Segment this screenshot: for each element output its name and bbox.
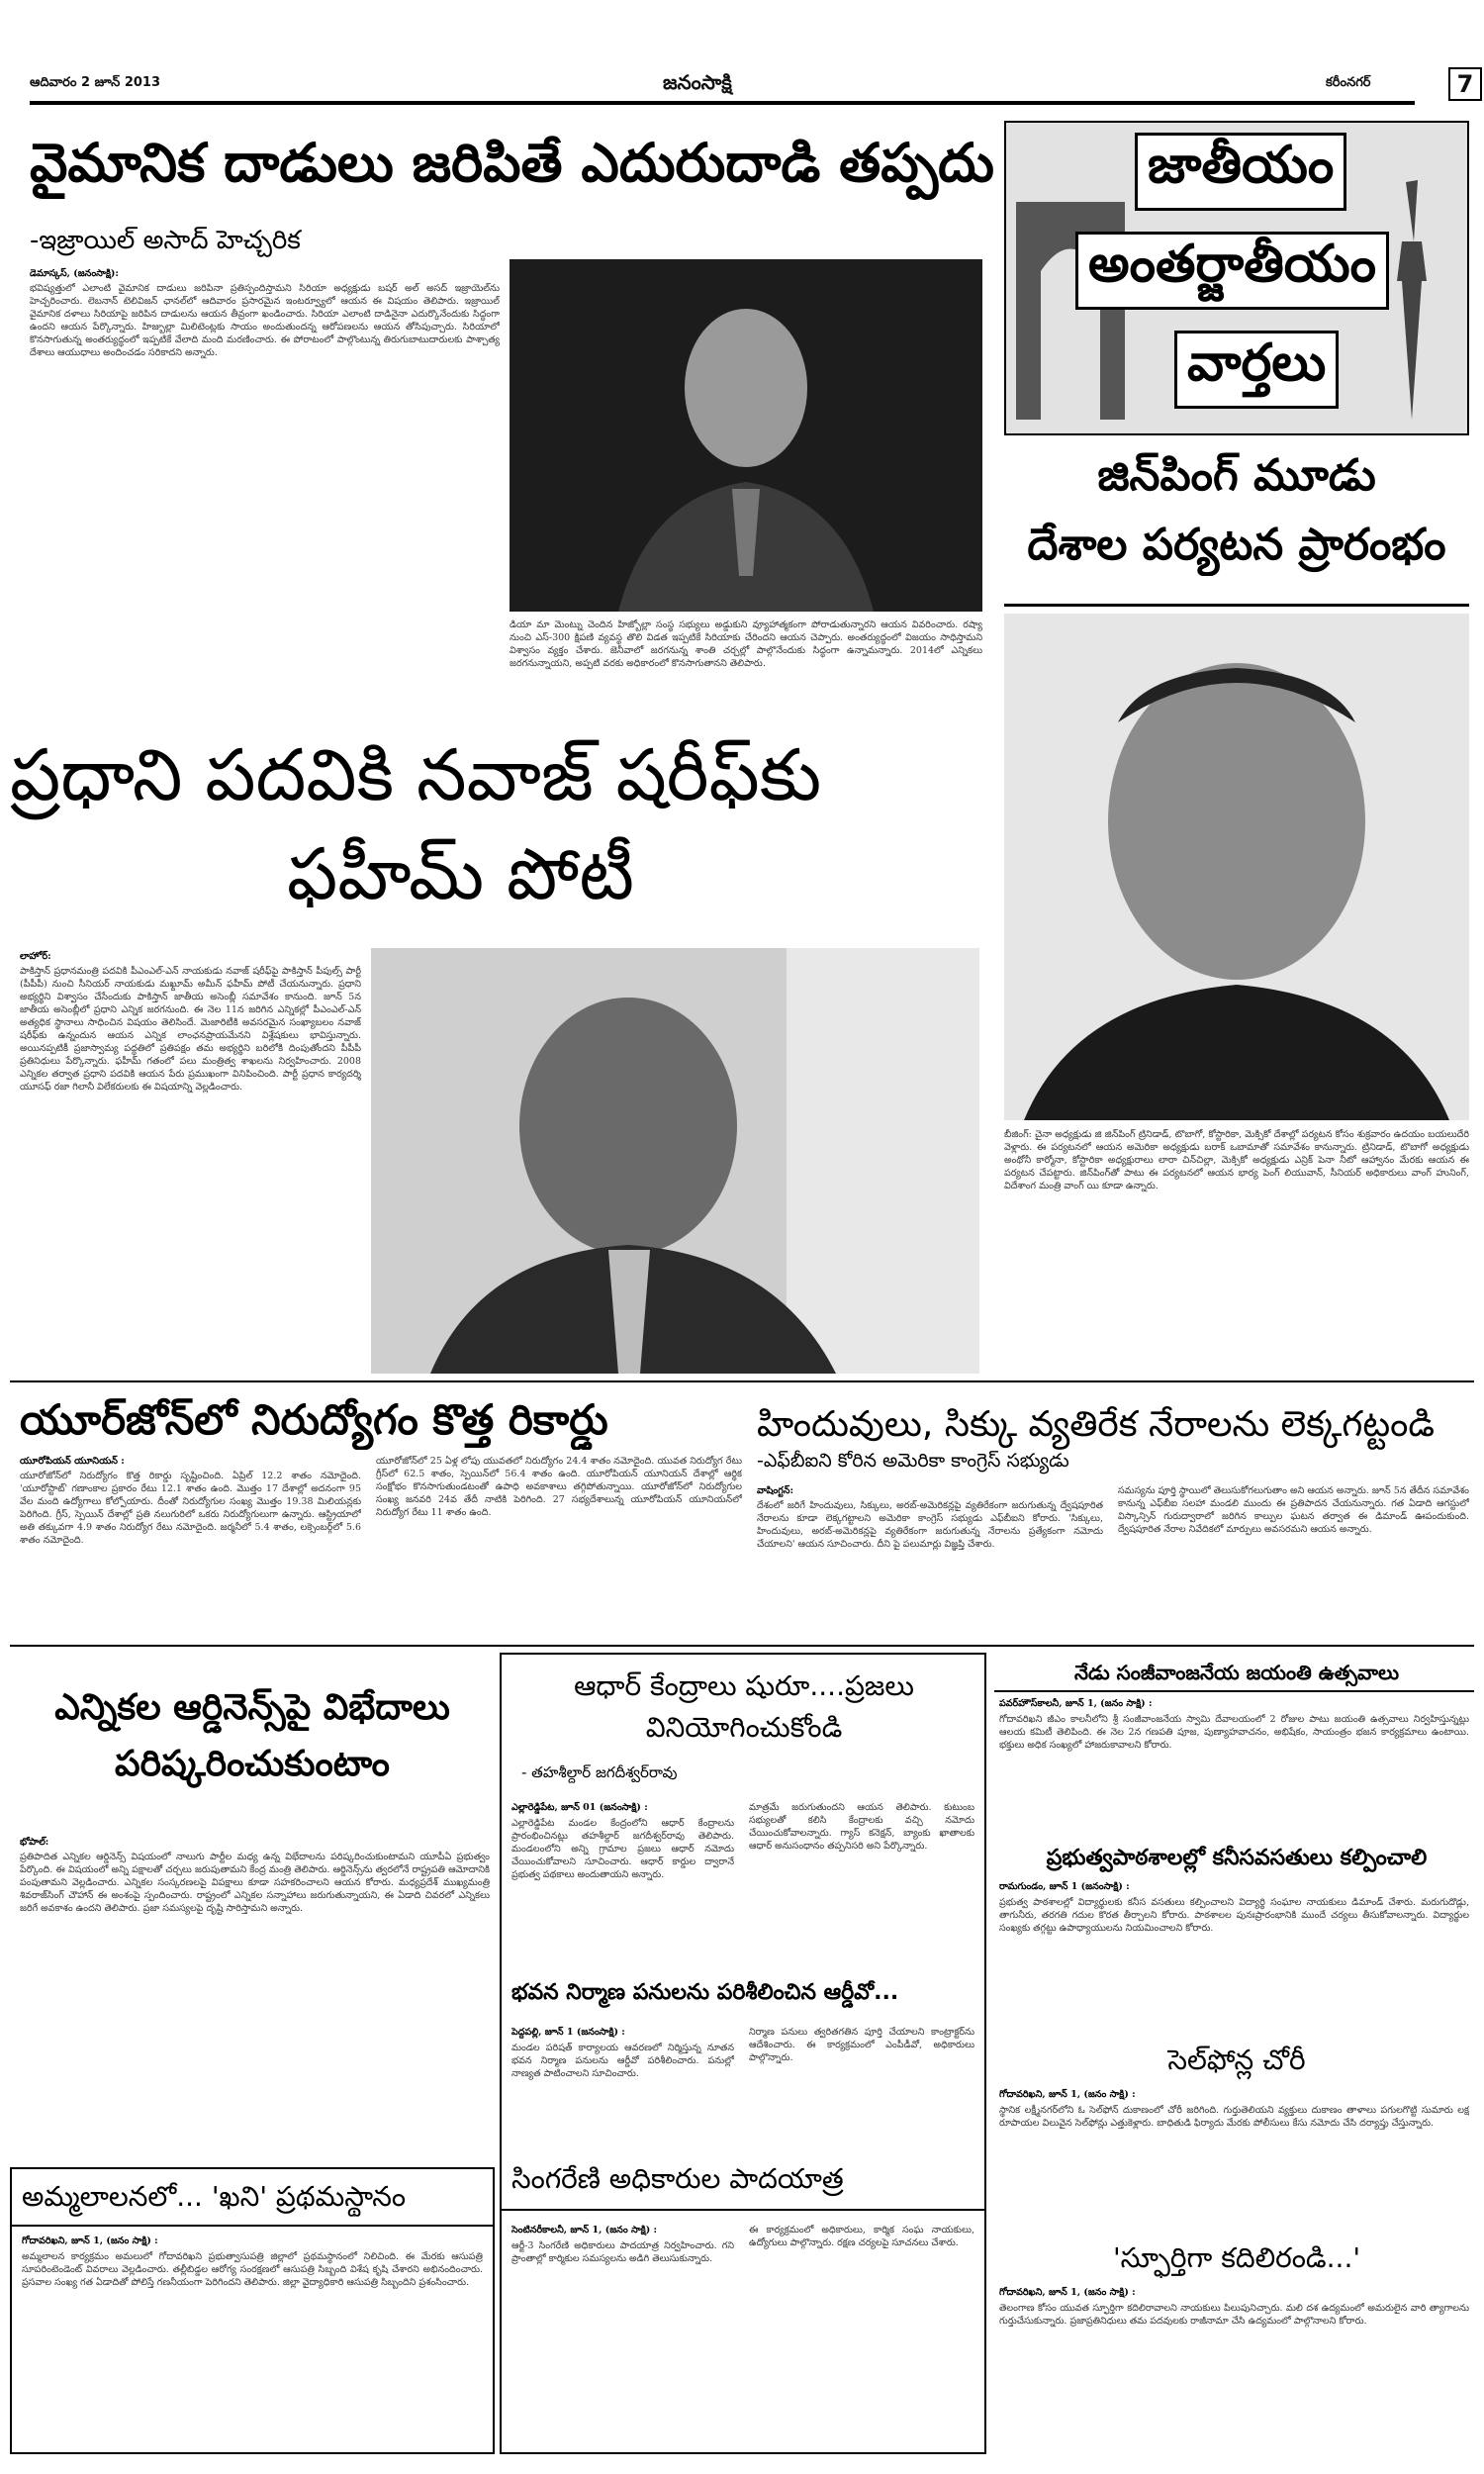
hindus-body-col1: దేశంలో జరిగే హిందువులు, సిక్కులు, అరబ్-అమెరికన్లపై వ్యతిరేకంగా జరుగుతున్న ద్వేషపూరిత నేరాలను కూడా లెక్కగట్టాలని అమెరికా కాంగ్రెస్ సభ్యుడు ఎఫ్‌బీఐని కోరారు. 'సిక్కులు, హిందువులు, అరబ్-అమెరికన్లపై వ్యతిరేకంగా జరుగుతున్న నేరాలను ప్రత్యేకంగా నమోదు చేయాలని' ఆయన సూచించారు. దీని పై పలుమార్లు విజ్ఞప్తి చేశారు. (757, 1500, 1103, 1550)
rdo-headline: భవన నిర్మాణ పనులను పరిశీలించిన ఆర్డీవో... (511, 1980, 899, 2005)
eurozone-dateline: యూరోపియన్ యూనియన్ : (20, 1456, 125, 1467)
mothers-box (10, 2167, 495, 2454)
schools-headline: ప్రభుత్వపాఠశాలల్లో కనీసవసతులు కల్పించాలి (1046, 1846, 1428, 1870)
jinping-photo (1004, 614, 1469, 1120)
cellphone-body: స్థానిక లక్ష్మీనగర్‌లోని ఓ సెల్‌ఫోన్ దుకాణంలో చోరీ జరిగింది. గుర్తుతెలియని వ్యక్తులు దుకాణం తాళాలు పగులగొట్టి సుమారు లక్ష రూపాయల విలువైన సెల్‌ఫోన్లు ఎత్తుకెళ్లారు. బాధితుడి ఫిర్యాదు మేరకు పోలీసులు కేసు నమోదు చేసి దర్యాప్తు చేస్తున్నారు. (999, 2105, 1469, 2129)
jinping-headline-line1: జిన్‌పింగ్ మూడు (1097, 450, 1376, 501)
inspire-headline: 'స్ఫూర్తిగా కదిలిరండి...' (1112, 2241, 1361, 2274)
section-banner (1004, 121, 1469, 435)
inspire-body: తెలంగాణ కోసం యువత స్ఫూర్తిగా కదిలిరావాలని నాయకులు పిలుపునిచ్చారు. మలి దశ ఉద్యమంలో అమరులైన వారి త్యాగాలను గుర్తుచేసుకున్నారు. ప్రజాప్రతినిధులు తమ పదవులకు రాజీనామా చేసి ఉద్యమంలో పాల్గొనాలని కోరారు. (999, 2303, 1469, 2327)
inspire-dateline: గోదావరిఖని, జూన్ 1, (జనం సాక్షి) : (999, 2287, 1136, 2298)
jinping-body: బీజింగ్: చైనా అధ్యక్షుడు జి జిన్‌పింగ్ ట్రినిడాడ్, టొబాగో, కోస్టారికా, మెక్సికో దేశాల్లో పర్యటన కోసం శుక్రవారం ఉదయం బయలుదేరి వెళ్లారు. ఈ పర్యటనలో ఆయన అమెరికా అధ్యక్షుడు బరాక్ ఒబామాతో సమావేశం కానున్నారు. ట్రినిడాడ్, టొబాగో అధ్యక్షుడు అంథోనీ కార్మోనా, కోస్టారికా అధ్యక్షురాలు లారా చిన్‌చిల్లా, మెక్సికో అధ్యక్షుడు ఎన్రిక్ పెనా నీటో ఆహ్వానం మేరకు ఆయన ఈ పర్యటన చేపట్టారు. జిన్‌పింగ్‌తో పాటు ఈ పర్యటనలో ఆయన భార్య పెంగ్ లియువాన్, సీనియర్ అధికారులు వాంగ్ హునింగ్, విదేశాంగ మంత్రి వాంగ్ యి కూడా ఉన్నారు. (1004, 1129, 1469, 1191)
local-news-box (500, 1653, 986, 2454)
mothers-headline: అమ్మలాలనలో... 'ఖని' ప్రథమస్థానం (22, 2180, 407, 2213)
page-number: 7 (1448, 67, 1482, 101)
rdo-dateline: పెద్దపల్లి, జూన్ 1 (జనంసాక్షి) : (511, 2027, 625, 2038)
hindus-body-col2: సమస్యను పూర్తి స్థాయిలో తెలుసుకోగలుగుతాం అని ఆయన అన్నారు. జూన్ 5న తేదీన సమావేశం కానున్న ఎఫ్‌బీఐ సలహా మండలి ముందు ఈ ప్రతిపాదన చేయనున్నారు. గత ఏడాది ఆగస్టులో విస్కాన్సిన్ గురుద్వారాలో జరిగిన కాల్పుల ఘటన తర్వాత ఈ డిమాండ్ ఊపందుకుంది. ద్వేషపూరిత నేరాల నివేదికలో మార్పులు అవసరమని ఆయన అన్నారు. (1118, 1485, 1469, 1535)
aadhaar-dateline: ఎల్లారెడ్డిపేట, జూన్ 01 (జనంసాక్షి) : (511, 1802, 648, 1813)
singareni-dateline: సెంటినరీకాలనీ, జూన్ 1, (జనం సాక్షి) : (511, 2225, 658, 2236)
hindus-headline: హిందువులు, సిక్కు వ్యతిరేక నేరాలను లెక్కగట్టండి (757, 1404, 1436, 1445)
sharif-headline-line1: ప్రధాని పదవికి నవాజ్ షరీఫ్‌కు (10, 733, 822, 816)
syria-body-col2-visible: డియా మా మెంట్ను చెందిన హిజ్బోల్లా సంస్థ సభ్యులు అడ్డుకుని వ్యూహాత్మకంగా పోరాడుతున్నారని ఆయన వివరించారు. రష్యా నుంచి ఎస్-300 క్షిపణి వ్యవస్థ తొలి విడత ఇప్పటికే సిరియాకు చేరిందని ఆయన చెప్పారు. అంతర్యుద్ధంలో విజయం సాధిస్తామని విశ్వాసం వ్యక్తం చేశారు. జెనీవాలో జరగనున్న శాంతి చర్చల్లో పాల్గొనేందుకు సిద్ధంగా ఉన్నామన్నారు. 2014లో ఎన్నికలు జరగనున్నాయని, అప్పటి వరకు అధికారంలో కొనసాగుతానని తెలిపారు. (510, 619, 982, 669)
mothers-body: అమ్మలాలన కార్యక్రమం అమలులో గోదావరిఖని ప్రభుత్వాసుపత్రి జిల్లాలో ప్రథమస్థానంలో నిలిచింది. ఈ మేరకు ఆసుపత్రి సూపరింటెండెంట్ వివరాలు వెల్లడించారు. తల్లీబిడ్డల ఆరోగ్య సంరక్షణలో ఆసుపత్రి సిబ్బంది విశేష కృషి చేశారని అభినందించారు. ప్రసవాల సంఖ్య గత ఏడాదితో పోలిస్తే గణనీయంగా పెరిగిందని తెలిపారు. జిల్లా వైద్యాధికారి ఆసుపత్రి సిబ్బందిని ప్రశంసించారు. (22, 2251, 483, 2288)
ordinance-headline-line2: పరిష్కరించుకుంటాం (115, 1744, 390, 1784)
banner-line1: జాతీయం (1135, 133, 1346, 211)
hanuman-headline: నేడు సంజీవాంజనేయ జయంతి ఉత్సవాలు (1073, 1661, 1400, 1684)
masthead-edition: కరీంనగర్ (1326, 75, 1371, 90)
cellphone-dateline: గోదావరిఖని, జూన్ 1, (జనం సాక్షి) : (999, 2089, 1136, 2100)
mothers-rule (12, 2225, 493, 2227)
rdo-body-col2: నిర్మాణ పనులు త్వరితగతిన పూర్తి చేయాలని కాంట్రాక్టర్‌ను ఆదేశించారు. ఈ కార్యక్రమంలో ఎంపీడీవో, అధికారులు పాల్గొన్నారు. (749, 2027, 974, 2063)
cellphone-headline: సెల్‌ఫోన్ల చోరీ (1167, 2044, 1306, 2076)
hindus-subhead: -ఎఫ్‌బీఐని కోరిన అమెరికా కాంగ్రెస్ సభ్యుడు (757, 1450, 1069, 1472)
sharif-headline-line2: ఫహీమ్ పోటీ (287, 832, 634, 915)
eurozone-body-col2: యూరోజోన్‌లో 25 ఏళ్ల లోపు యువతలో నిరుద్యోగం 24.4 శాతం నమోదైంది. యువత నిరుద్యోగ రేటు గ్రీస్‌లో 62.5 శాతం, స్పెయిన్‌లో 56.4 శాతం ఉంది. యూరోపియన్ యూనియన్ దేశాల్లో ఆర్థిక సంక్షోభం కొనసాగుతుండటంతో ఉపాధి అవకాశాలు తగ్గిపోతున్నాయి. యూరోజోన్‌లో నిరుద్యోగుల సంఖ్య జనవరి 24వ తేదీ నాటికి పెరిగింది. 27 సభ్యదేశాలున్న యూరోపియన్ యూనియన్‌లో నిరుద్యోగ రేటు 11 శాతం ఉంది. (376, 1456, 742, 1518)
eurozone-headline: యూర్‌జోన్‌లో నిరుద్యోగం కొత్త రికార్డు (20, 1395, 608, 1444)
aadhaar-headline-line2: వినియోగించుకోండి (645, 1711, 843, 1744)
schools-body: ప్రభుత్వ పాఠశాలల్లో విద్యార్థులకు కనీస వసతులు కల్పించాలని విద్యార్థి సంఘాల నాయకులు డిమాండ్ చేశారు. మరుగుదొడ్లు, తాగునీరు, తరగతి గదుల కొరత తీర్చాలని కోరారు. పాఠశాలల పునఃప్రారంభానికి ముందే చర్యలు తీసుకోవాలన్నారు. విద్యార్థుల సంఖ్యకు తగ్గట్టు ఉపాధ్యాయులను నియమించాలని కోరారు. (999, 1897, 1469, 1934)
banner-line3: వార్తలు (1174, 331, 1339, 409)
assad-portrait-illustration (510, 259, 982, 612)
ordinance-headline-line1: ఎన్నికల ఆర్డినెన్స్‌పై విభేదాలు (54, 1687, 450, 1728)
singareni-body-col2: ఈ కార్యక్రమంలో అధికారులు, కార్మిక సంఘ నాయకులు, ఉద్యోగులు పాల్గొన్నారు. రక్షణ చర్యలపై సూచనలు చేశారు. (749, 2225, 974, 2248)
hanuman-rule (994, 1690, 1474, 1692)
syria-subhead: -ఇజ్రాయిల్ అసాద్ హెచ్చరిక (30, 226, 301, 255)
jinping-headline-line2: దేశాల పర్యటన ప్రారంభం (1027, 520, 1446, 570)
row-rule-2 (10, 1645, 1474, 1647)
singareni-rule (502, 2209, 984, 2211)
aadhaar-body-col1: ఎల్లారెడ్డిపేట మండల కేంద్రంలోని ఆధార్ కేంద్రాలను ప్రారంభించినట్లు తహశీల్దార్ జగదీశ్వర్‌రావు తెలిపారు. మండలంలోని అన్ని గ్రామాల ప్రజలు ఆధార్ నమోదు చేయించుకోవాలని సూచించారు. ఆధార్ కార్డుల ద్వారానే ప్రభుత్వ పథకాలు అందుతాయని అన్నారు. (511, 1818, 734, 1880)
banner-line2: అంతర్జాతీయం (1075, 232, 1389, 310)
mothers-dateline: గోదావరిఖని, జూన్ 1, (జనం సాక్షి) : (22, 2236, 158, 2246)
assad-photo (510, 259, 982, 612)
sharif-portrait-illustration (371, 948, 979, 1374)
masthead-rule (30, 101, 1415, 105)
ordinance-dateline: భోపాల్: (20, 1837, 49, 1848)
ordinance-body: ప్రతిపాదిత ఎన్నికల ఆర్డినెన్స్ విషయంలో నాలుగు పార్టీల మధ్య ఉన్న విభేదాలను పరిష్కరించుకుంటామని యూపీఏ ప్రభుత్వం పేర్కొంది. ఈ విషయంలో అన్ని పక్షాలతో చర్చలు జరుపుతామని కేంద్ర మంత్రి తెలిపారు. ఆర్డినెన్స్‌ను త్వరలోనే రాష్ట్రపతి ఆమోదానికి పంపుతామని వెల్లడించారు. ఎన్నికల సంస్కరణలపై విపక్షాలు కూడా సహకరించాలని ఆయన కోరారు. మధ్యప్రదేశ్ ముఖ్యమంత్రి శివరాజ్‌సింగ్ చౌహాన్ ఈ అంశంపై స్పందించారు. రాష్ట్రంలో ఎన్నికల సన్నాహాలు జరుగుతున్నాయని, ఈ ఏడాది చివరలో ఎన్నికలు జరిగే అవకాశం ఉందని తెలిపారు. ప్రజా సమస్యలపై దృష్టి సారిస్తామని అన్నారు. (20, 1852, 490, 1914)
jinping-rule (1004, 604, 1469, 607)
rdo-body-col1: మండల పరిషత్ కార్యాలయ ఆవరణలో నిర్మిస్తున్న నూతన భవన నిర్మాణ పనులను ఆర్డీవో పరిశీలించారు. పనుల్లో నాణ్యత పాటించాలని సూచించారు. (511, 2043, 734, 2079)
hanuman-body: గోదావరిఖని జీఎం కాలనీలోని శ్రీ సంజీవాంజనేయ స్వామి దేవాలయంలో 2 రోజుల పాటు జయంతి ఉత్సవాలు నిర్వహిస్తున్నట్లు ఆలయ కమిటీ తెలిపింది. ఈ నెల 2న గణపతి పూజ, పుణ్యాహవాచనం, అభిషేకం, సాయంత్రం భజన కార్యక్రమాలు ఉంటాయి. భక్తులు అధిక సంఖ్యలో హాజరుకావాలని కోరారు. (999, 1714, 1469, 1751)
singareni-headline: సింగరేణి అధికారుల పాదయాత్ర (511, 2162, 844, 2195)
schools-dateline: రామగుండం, జూన్ 1 (జనంసాక్షి) : (999, 1881, 1130, 1892)
hindus-dateline: వాషింగ్టన్: (757, 1485, 793, 1496)
sharif-photo (371, 948, 979, 1374)
sharif-dateline: లాహోర్: (20, 951, 51, 962)
hanuman-dateline: పవర్‌హౌస్‌కాలనీ, జూన్ 1, (జనం సాక్షి) : (999, 1698, 1153, 1709)
syria-dateline: డెమాస్కస్, (జనంసాక్షి): (30, 268, 119, 279)
syria-body-col1: భవిష్యత్తులో ఎలాంటి వైమానిక దాడులు జరిపినా ప్రతిస్పందిస్తామని సిరియా అధ్యక్షుడు బషర్ అల్ అసద్ ఇజ్రాయెల్‌ను హెచ్చరించారు. లెబనాన్ టెలివిజన్ ఛానల్‌లో ఆదివారం ప్రసారమైన ఇంటర్వ్యూలో ఆయన ఈ విషయం తెలిపారు. ఇజ్రాయిల్ వైమానిక దళాలు సిరియాపై జరిపిన దాడులను ఆయన తీవ్రంగా ఖండించారు. సిరియా ఎలాంటి దాడినైనా ఎదుర్కొనేందుకు సిద్ధంగా ఉందని ఆయన పేర్కొన్నారు. హిజ్బుల్లా మిలిటెంట్లకు సాయం అందుతుందన్న ఆరోపణలను ఆయన తోసిపుచ్చారు. సిరియాలో కొనసాగుతున్న అంతర్యుద్ధంలో ఇప్పటికే వేలాది మంది మరణించారు. ఈ పోరాటంలో పాల్గొంటున్న తిరుగుబాటుదారులకు పాశ్చాత్య దేశాలు ఆయుధాలు అందించడం సరికాదని అన్నారు. (30, 283, 500, 358)
jinping-portrait-illustration (1004, 614, 1469, 1120)
syria-headline: వైమానిక దాడులు జరిపితే ఎదురుదాడి తప్పదు (30, 132, 994, 194)
aadhaar-headline-line1: ఆధార్ కేంద్రాలు షురూ....ప్రజలు (574, 1669, 914, 1702)
masthead-paper-name: జనంసాక్షి (663, 70, 732, 94)
masthead-date: ఆదివారం 2 జూన్ 2013 (30, 75, 161, 90)
singareni-body-col1: ఆర్జీ-3 సింగరేణి అధికారులు పాదయాత్ర నిర్వహించారు. గని ప్రాంతాల్లో కార్మికుల సమస్యలను అడిగి తెలుసుకున్నారు. (511, 2240, 734, 2264)
aadhaar-body-col2: మాత్రమే జరుగుతుందని ఆయన తెలిపారు. కుటుంబ సభ్యులతో కలిసి కేంద్రాలకు వచ్చి నమోదు చేయించుకోవాలన్నారు. గ్యాస్ కనెక్షన్, బ్యాంకు ఖాతాలకు ఆధార్ అనుసంధానం తప్పనిసరి అని పేర్కొన్నారు. (749, 1802, 974, 1852)
row-rule-1 (10, 1380, 1474, 1382)
eurozone-body-col1: యూరోజోన్‌లో నిరుద్యోగం కొత్త రికార్డు సృష్టించింది. ఏప్రిల్ 12.2 శాతం నమోదైంది. 'యూరోస్టాట్' గణాంకాల ప్రకారం రేటు 12.1 శాతం ఉంది. మొత్తం 17 దేశాల్లో అదనంగా 95 వేల మంది ఉద్యోగాలు కోల్పోయారు. దీంతో నిరుద్యోగుల సంఖ్య మొత్తం 19.38 మిలియన్లకు పెరిగింది. గ్రీస్, స్పెయిన్ దేశాల్లో ప్రతి నలుగురిలో ఒకరు నిరుద్యోగులుగా ఉన్నారు. ఆస్ట్రియాలో అతి తక్కువగా 4.9 శాతం నిరుద్యోగ రేటు నమోదైంది. జర్మనీలో 5.4 శాతం, లక్సెంబర్గ్‌లో 5.6 శాతం నమోదైంది. (20, 1471, 361, 1546)
sharif-body: పాకిస్తాన్ ప్రధానమంత్రి పదవికి పీఎంఎల్-ఎన్ నాయకుడు నవాజ్ షరీఫ్‌పై పాకిస్తాన్ పీపుల్స్ పార్టీ (పీపీపీ) నుంచి సీనియర్ నాయకుడు మఖ్దూమ్ అమీన్ ఫహీమ్ పోటీ చేయనున్నారు. ప్రధాని అభ్యర్థిని విశ్వాసం చేసేందుకు పాకిస్తాన్ జాతీయ అసెంబ్లీ సమావేశం కానుంది. జూన్ 5న జాతీయ అసెంబ్లీలో ప్రధాని ఎన్నిక జరగనుంది. ఈ నెల 11న జరిగిన ఎన్నికల్లో పీఎంఎల్-ఎన్ అత్యధిక స్థానాలు సాధించిన విషయం తెలిసిందే. మెజారిటీకి అవసరమైన సంఖ్యాబలం నవాజ్ షరీఫ్‌కు ఉన్నందున ఆయన ఎన్నిక లాంఛనప్రాయమేనని విశ్లేషకులు భావిస్తున్నారు. అయినప్పటికీ ప్రజాస్వామ్య పద్ధతిలో ప్రతిపక్షం తమ అభ్యర్థిని బరిలోకి దింపుతోందని పీపీపీ ప్రతినిధులు పేర్కొన్నారు. ఫహీమ్ గతంలో పలు మంత్రిత్వ శాఖలను నిర్వహించారు. 2008 ఎన్నికల తర్వాత ప్రధాని పదవికి ఆయన పేరు ప్రముఖంగా వినిపించింది. పార్టీ ప్రధాన కార్యదర్శి యూసఫ్ రజా గిలానీ విలేకరులకు ఈ విషయాన్ని వెల్లడించారు. (20, 966, 361, 1093)
aadhaar-byline: - తహశీల్దార్ జగదీశ్వర్‌రావు (521, 1763, 678, 1781)
